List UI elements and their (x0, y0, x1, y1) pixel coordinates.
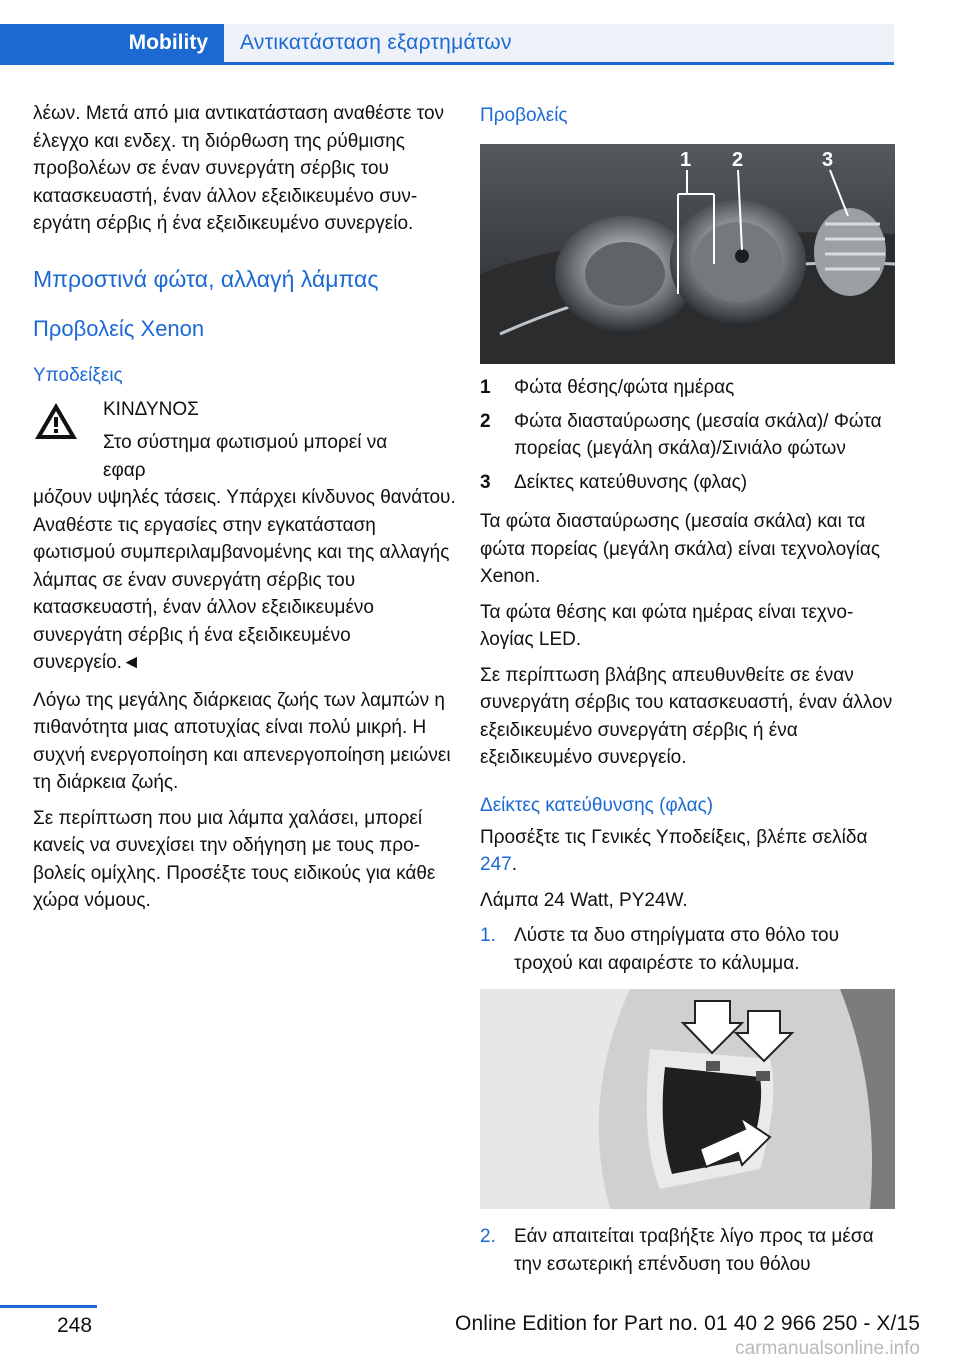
warning-triangle-icon (33, 400, 79, 442)
intro-paragraph: λέων. Μετά από μια αντικατάσταση αναθέστε τον έλεγχο και ενδεχ. τη διόρθωση της ρύθμισης προβολέων σε έναν συνεργάτη σέρβις του κατασκευαστή, έναν άλλον εξειδικευμένο συνεργάτη σέρβις ή ένα εξειδικευμένο συνεργείο. (33, 103, 445, 234)
chapter-title-text: Αντικατάσταση εξαρτημάτων (240, 31, 512, 54)
legend-text: Φώτα θέσης/φώτα ημέρας (514, 377, 735, 398)
step-text: Εάν απαιτείται τραβήξτε λίγο προς τα μέσα την εσωτερική επένδυση του θόλου (514, 1226, 874, 1275)
section-tab-label: Mobility (128, 31, 208, 54)
danger-warning (33, 396, 463, 491)
legend-text: Δείκτες κατεύθυνσης (φλας) (514, 471, 748, 493)
edition-note: Online Edition for Part no. 01 40 2 966 250 - X/15 (455, 1312, 920, 1335)
page-number: 248 (57, 1314, 93, 1337)
warning-body: μόζουν υψηλές τάσεις. Υπάρχει κίνδυνος θανάτου. Αναθέστε τις εργασίες στην εγκατάσταση φωτισμού συμπεριλαμβανομένης και της αλλαγής λάμπας σε έναν συνεργάτη σέρβις του κατασκευαστή, έναν άλλον εξειδικευμένο συνεργάτη σέρβις ή ένα εξειδικευμένο συνεργείο.◄ (33, 487, 456, 673)
legend-item (480, 469, 900, 497)
heading-notes: Υποδείξεις (33, 364, 123, 386)
lamp-spec: Λάμπα 24 Watt, PY24W. (480, 889, 688, 911)
service-paragraph: Σε περίπτωση βλάβης απευθυνθείτε σε έναν συνεργάτη σέρβις του κατασκευαστή, έναν άλλον εξειδικευμένο συνεργάτη σέρβις ή ένα εξειδικευμένο συνεργείο. (480, 664, 893, 768)
callout-3: 3 (822, 149, 834, 171)
reference-end: . (511, 854, 517, 875)
left-column (33, 100, 463, 923)
callout-1: 1 (680, 149, 692, 171)
step-number: 1. (480, 925, 496, 946)
warning-first-line: Στο σύστημα φωτισμού μπορεί να εφαρ (103, 432, 388, 481)
headlight-illustration (480, 144, 895, 364)
step-item (480, 1223, 900, 1278)
legend-number: 2 (480, 410, 491, 432)
lifetime-paragraph: Λόγω της μεγάλης διάρκειας ζωής των λαμπών η πιθανότητα μιας αποτυχίας είναι πολύ μικρή. Η συχνή ενεργοποίηση και απενεργοποίηση μειώνει τη διάρκεια ζωής. (33, 689, 451, 793)
legend-item (480, 374, 900, 402)
warning-title: ΚΙΝΔΥΝΟΣ (103, 398, 199, 420)
reference-paragraph (480, 824, 900, 879)
step-number: 2. (480, 1226, 496, 1247)
section-tab[interactable] (0, 24, 224, 62)
watermark: carmanualsonline.info (735, 1338, 920, 1359)
wheel-arch-figure (480, 989, 895, 1209)
page-link[interactable]: 247 (480, 854, 512, 875)
wheel-arch-illustration (480, 989, 895, 1209)
figure-legend (480, 374, 900, 496)
heading-xenon: Προβολείς Xenon (33, 315, 205, 341)
header-divider (0, 62, 894, 65)
xenon-paragraph: Τα φώτα διασταύρωσης (μεσαία σκάλα) και τα φώτα πορείας (μεγάλη σκάλα) είναι τεχνολογίας Xenon. (480, 511, 881, 587)
legend-number: 1 (480, 377, 491, 398)
failure-paragraph: Σε περίπτωση που μια λάμπα χαλάσει, μπορεί κανείς να συνεχίσει την οδήγηση με τους προβολείς ομίχλης. Προσέξτε τους ειδικούς για κάθε χώρα νόμους. (33, 807, 436, 911)
footer-divider (0, 1305, 97, 1308)
legend-text: Φώτα διασταύρωσης (μεσαία σκάλα)/ Φώτα πορείας (μεγάλη σκάλα)/Σινιάλο φώτων (514, 410, 882, 459)
heading-headlights: Προβολείς (480, 105, 568, 126)
heading-front-lights: Μπροστινά φώτα, αλλαγή λάμπας (33, 265, 379, 292)
led-paragraph: Τα φώτα θέσης και φώτα ημέρας είναι τεχνολογίας LED. (480, 601, 854, 650)
legend-item (480, 408, 900, 463)
heading-turn-signals: Δείκτες κατεύθυνσης (φλας) (480, 794, 714, 816)
step-item (480, 922, 900, 977)
chapter-title (224, 24, 894, 62)
right-column (480, 100, 900, 1284)
headlight-figure (480, 144, 895, 364)
callout-2: 2 (732, 149, 744, 171)
legend-number: 3 (480, 471, 491, 493)
step-text: Λύστε τα δυο στηρίγματα στο θόλο του τροχού και αφαιρέστε το κάλυμμα. (514, 925, 839, 974)
reference-text: Προσέξτε τις Γενικές Υποδείξεις, βλέπε σελίδα (480, 826, 868, 848)
